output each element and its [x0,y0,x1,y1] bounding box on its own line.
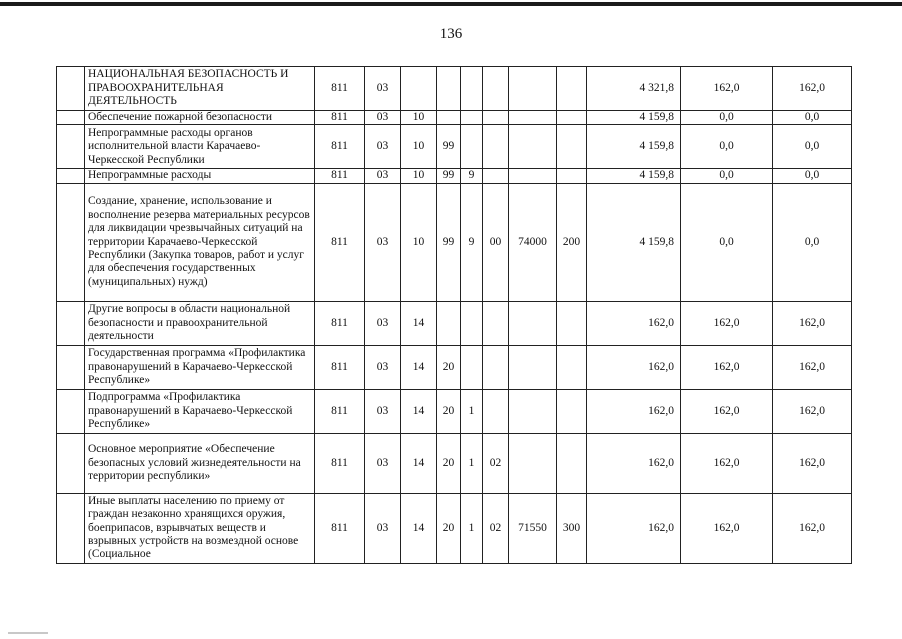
cell-num [57,111,85,125]
cell-ved: 811 [315,125,365,169]
table-row [57,169,852,183]
cell-p3: 02 [483,433,509,493]
top-border-rule [0,2,902,6]
cell-vr [557,301,587,345]
cell-pr: 14 [401,345,437,389]
cell-rz: 03 [365,301,401,345]
cell-p1: 99 [437,169,461,183]
cell-p4 [509,301,557,345]
cell-vr: 200 [557,183,587,301]
cell-name: Непрограммные расходы органов исполнительной власти Карачаево-Черкесской Республики [85,125,315,169]
cell-rz: 03 [365,169,401,183]
cell-p4 [509,389,557,433]
cell-name: Подпрограмма «Профилактика правонарушений в Карачаево-Черкесской Республике» [85,389,315,433]
cell-y2: 162,0 [681,389,773,433]
cell-p1 [437,111,461,125]
cell-p4 [509,67,557,111]
scan-mark [8,632,48,634]
cell-y3: 0,0 [773,183,852,301]
cell-rz: 03 [365,67,401,111]
cell-num [57,433,85,493]
cell-num [57,67,85,111]
cell-p3 [483,67,509,111]
cell-y3: 162,0 [773,493,852,563]
cell-p3 [483,345,509,389]
cell-pr: 14 [401,433,437,493]
cell-p4 [509,345,557,389]
cell-y3: 162,0 [773,345,852,389]
cell-y3: 0,0 [773,111,852,125]
cell-p1: 20 [437,345,461,389]
cell-name: Основное мероприятие «Обеспечение безопасных условий жизнедеятельности на территории республики» [85,433,315,493]
cell-p2 [461,125,483,169]
cell-num [57,301,85,345]
cell-p3 [483,301,509,345]
cell-p4 [509,169,557,183]
cell-pr: 14 [401,301,437,345]
cell-sum: 162,0 [587,493,681,563]
cell-p2: 1 [461,493,483,563]
cell-p3 [483,169,509,183]
cell-y2: 0,0 [681,125,773,169]
cell-p2: 9 [461,183,483,301]
cell-p4 [509,433,557,493]
cell-name: Непрограммные расходы [85,169,315,183]
cell-p4: 74000 [509,183,557,301]
table-row [57,125,852,169]
cell-num [57,183,85,301]
cell-vr [557,67,587,111]
cell-y3: 162,0 [773,301,852,345]
cell-y3: 162,0 [773,389,852,433]
table-row [57,389,852,433]
cell-sum: 162,0 [587,433,681,493]
cell-rz: 03 [365,493,401,563]
cell-p2 [461,111,483,125]
cell-sum: 162,0 [587,345,681,389]
table-row [57,433,852,493]
cell-num [57,169,85,183]
cell-p1: 99 [437,125,461,169]
cell-p3 [483,389,509,433]
cell-p1 [437,301,461,345]
cell-p1: 99 [437,183,461,301]
cell-p3 [483,125,509,169]
cell-name: Обеспечение пожарной безопасности [85,111,315,125]
table-row [57,301,852,345]
cell-pr: 14 [401,389,437,433]
cell-p1 [437,67,461,111]
cell-name: Иные выплаты населению по приему от граждан незаконно хранящихся оружия, боеприпасов, взрывчатых веществ и взрывных устройств на возмездной основе (Социальное [85,493,315,563]
cell-num [57,345,85,389]
cell-ved: 811 [315,183,365,301]
cell-num [57,493,85,563]
cell-ved: 811 [315,493,365,563]
cell-name: Другие вопросы в области национальной безопасности и правоохранительной деятельности [85,301,315,345]
page-number: 136 [439,26,463,42]
cell-vr [557,169,587,183]
cell-vr [557,433,587,493]
cell-p1: 20 [437,493,461,563]
cell-ved: 811 [315,169,365,183]
cell-num [57,125,85,169]
cell-pr: 10 [401,183,437,301]
cell-vr [557,111,587,125]
cell-y3: 0,0 [773,169,852,183]
cell-pr: 10 [401,169,437,183]
budget-table [56,66,852,564]
cell-sum: 162,0 [587,301,681,345]
cell-rz: 03 [365,125,401,169]
cell-p3 [483,111,509,125]
cell-ved: 811 [315,301,365,345]
cell-y2: 162,0 [681,493,773,563]
cell-p1: 20 [437,389,461,433]
cell-rz: 03 [365,389,401,433]
cell-p2: 1 [461,389,483,433]
cell-ved: 811 [315,433,365,493]
cell-name: Создание, хранение, использование и восполнение резерва материальных ресурсов для ликвидации чрезвычайных ситуаций на территории Карачаево-Черкесской Республики (Закупка товаров, работ и услуг для обеспечения государственных (муниципальных) нужд) [85,183,315,301]
cell-p2 [461,67,483,111]
cell-rz: 03 [365,345,401,389]
cell-vr [557,125,587,169]
cell-sum: 4 321,8 [587,67,681,111]
cell-pr [401,67,437,111]
cell-p3: 00 [483,183,509,301]
table-row [57,493,852,563]
cell-p4 [509,125,557,169]
cell-rz: 03 [365,433,401,493]
cell-p2: 9 [461,169,483,183]
cell-y3: 0,0 [773,125,852,169]
cell-sum: 4 159,8 [587,183,681,301]
cell-name: НАЦИОНАЛЬНАЯ БЕЗОПАСНОСТЬ И ПРАВООХРАНИТЕЛЬНАЯ ДЕЯТЕЛЬНОСТЬ [85,67,315,111]
cell-p2 [461,345,483,389]
cell-y2: 162,0 [681,433,773,493]
cell-y2: 162,0 [681,301,773,345]
cell-sum: 4 159,8 [587,111,681,125]
cell-sum: 4 159,8 [587,169,681,183]
cell-rz: 03 [365,111,401,125]
cell-num [57,389,85,433]
cell-vr [557,345,587,389]
cell-y3: 162,0 [773,433,852,493]
cell-p1: 20 [437,433,461,493]
cell-pr: 14 [401,493,437,563]
cell-y2: 0,0 [681,183,773,301]
table-row [57,67,852,111]
cell-p2 [461,301,483,345]
cell-vr: 300 [557,493,587,563]
cell-ved: 811 [315,67,365,111]
cell-y2: 0,0 [681,111,773,125]
cell-rz: 03 [365,183,401,301]
cell-p4 [509,111,557,125]
cell-ved: 811 [315,345,365,389]
cell-sum: 4 159,8 [587,125,681,169]
table-row [57,111,852,125]
table-row [57,345,852,389]
cell-sum: 162,0 [587,389,681,433]
cell-name: Государственная программа «Профилактика правонарушений в Карачаево-Черкесской Республике» [85,345,315,389]
table-row [57,183,852,301]
cell-p4: 71550 [509,493,557,563]
cell-pr: 10 [401,125,437,169]
cell-y3: 162,0 [773,67,852,111]
cell-y2: 162,0 [681,67,773,111]
cell-y2: 162,0 [681,345,773,389]
cell-p2: 1 [461,433,483,493]
cell-ved: 811 [315,111,365,125]
table-body [57,67,852,564]
cell-p3: 02 [483,493,509,563]
cell-ved: 811 [315,389,365,433]
cell-vr [557,389,587,433]
cell-pr: 10 [401,111,437,125]
cell-y2: 0,0 [681,169,773,183]
